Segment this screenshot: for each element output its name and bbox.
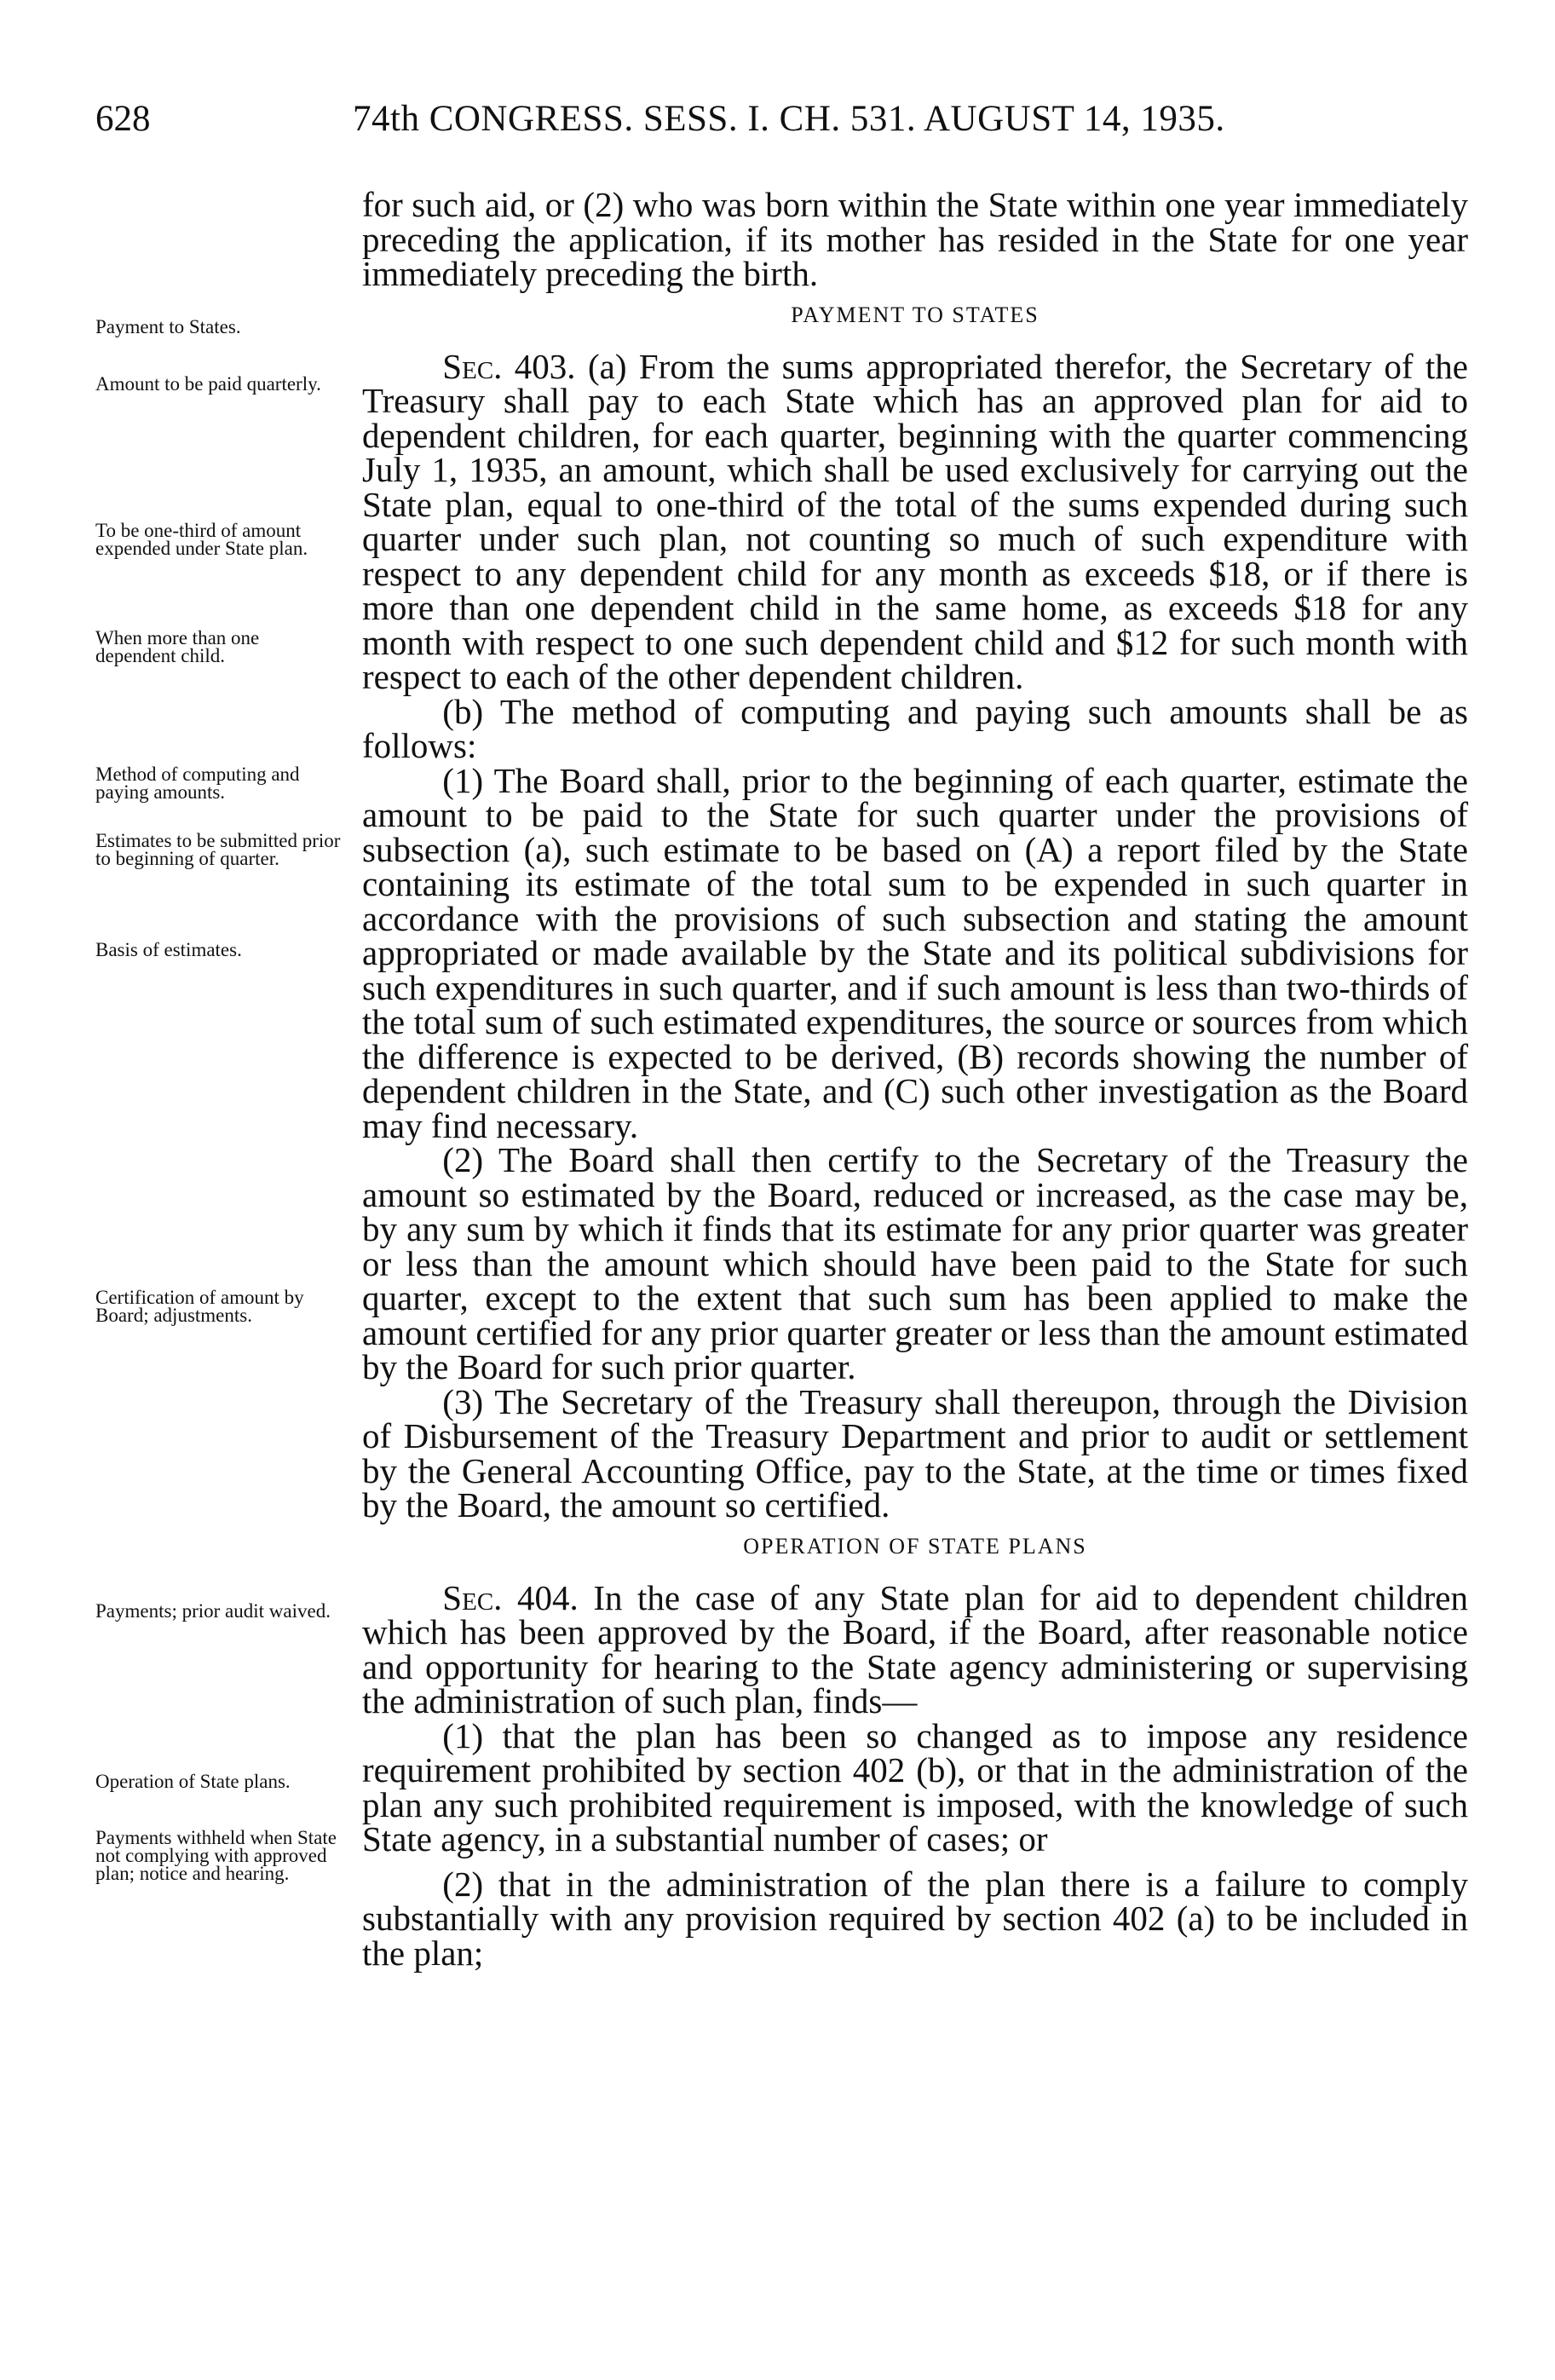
margin-note: Method of computing and paying amounts. — [95, 764, 300, 803]
page-number: 628 — [95, 99, 151, 139]
sec-404-1: (1) that the plan has been so changed as to impose any residence requirement prohibited by section 402 (b), or that in the administration of the plan any such prohibited requirement is imposed, with the knowledge of such State agency, in a substantial number of cases; or — [362, 1715, 1468, 1858]
sec-403-b-1: (1) The Board shall, prior to the beginning of each quarter, estimate the amount to be paid to the State for such quarter under the provisions of subsection (a), such estimate to be based on (A) a report filed by the State containing its estimate of the total sum to be expended in such quarter in accordance with the provisions of such subsection and stating the amount appropriated or made available by the State and its political subdivisions for such expenditures in such quarter, and if such amount is less than two-thirds of the total sum of such estimated expenditures, the source or sources from which the difference is expected to be derived, (B) records showing the number of dependent children in the State, and (C) such other investigation as the Board may find necessary. — [362, 760, 1468, 1145]
sec-403-a — [362, 346, 1469, 696]
section-number: Sec. 404. — [442, 1577, 579, 1617]
margin-note: Payment to States. — [95, 316, 241, 337]
section-number: Sec. 403. — [442, 346, 576, 386]
margin-note: Payments withheld when State not complying with approved plan; notice and hearing. — [95, 1827, 337, 1884]
section-heading-operation: OPERATION OF STATE PLANS — [743, 1533, 1087, 1559]
sec-404-intro — [362, 1577, 1468, 1720]
margin-note: Certification of amount by Board; adjustments. — [95, 1287, 304, 1326]
sec-403-b: (b) The method of computing and paying such amounts shall be as follows: — [362, 691, 1468, 765]
section-text: (a) From the sums appropriated therefor, the Secretary of the Treasury shall pay to each State which has an approved plan for aid to dependent children, for each quarter, beginning with the quarter commencing July 1, 1935, an amount, which shall be used exclusively for carrying out the State plan, equal to one-third of the total of the sums expended during such quarter under such plan, not counting so much of such expenditure with respect to any dependent child for any month as exceeds $18, or if there is more than one dependent child in the same home, as exceeds $18 for any month with respect to one such dependent child and $12 for such month with respect to each of the other dependent children. — [362, 346, 1469, 696]
section-heading-payment: PAYMENT TO STATES — [791, 302, 1040, 327]
sec-403-b-3: (3) The Secretary of the Treasury shall thereupon, through the Division of Disbursement of the Treasury Department and prior to audit or settlement by the General Accounting Office, pay to the State, at the time or times fixed by the Board, the amount so certified. — [362, 1381, 1468, 1524]
margin-note: Payments; prior audit waived. — [95, 1600, 331, 1622]
margin-note: Estimates to be submitted prior to beginning of quarter. — [95, 830, 341, 869]
margin-note: When more than one dependent child. — [95, 627, 260, 666]
margin-note: To be one-third of amount expended under State plan. — [95, 520, 308, 559]
margin-note: Amount to be paid quarterly. — [95, 373, 321, 395]
sec-403-b-2: (2) The Board shall then certify to the Secretary of the Treasury the amount so estimated by the Board, reduced or increased, as the case may be, by any sum by which it finds that its estimate for any prior quarter was greater or less than the amount which should have been paid to the State for such quarter, except to the extent that such sum has been applied to make the amount certified for any prior quarter greater or less than the amount estimated by the Board for such prior quarter. — [362, 1140, 1468, 1386]
running-head: 74th CONGRESS. SESS. I. CH. 531. AUGUST 14, 1935. — [353, 99, 1225, 139]
continued-paragraph: for such aid, or (2) who was born within the State within one year immediately preceding the application, if its mother has resided in the State for one year immediately preceding the birth. — [362, 185, 1468, 293]
section-text: In the case of any State plan for aid to dependent children which has been approved by the Board, if the Board, after reasonable notice and opportunity for hearing to the State agency administering or supervising the administration of such plan, finds— — [362, 1577, 1468, 1720]
page-header — [95, 95, 1459, 143]
margin-note: Operation of State plans. — [95, 1771, 291, 1792]
sec-404-2: (2) that in the administration of the plan there is a failure to comply substantially with any provision required by section 402 (a) to be included in the plan; — [362, 1864, 1468, 1973]
margin-note: Basis of estimates. — [95, 939, 242, 960]
main-text — [362, 185, 1469, 1973]
